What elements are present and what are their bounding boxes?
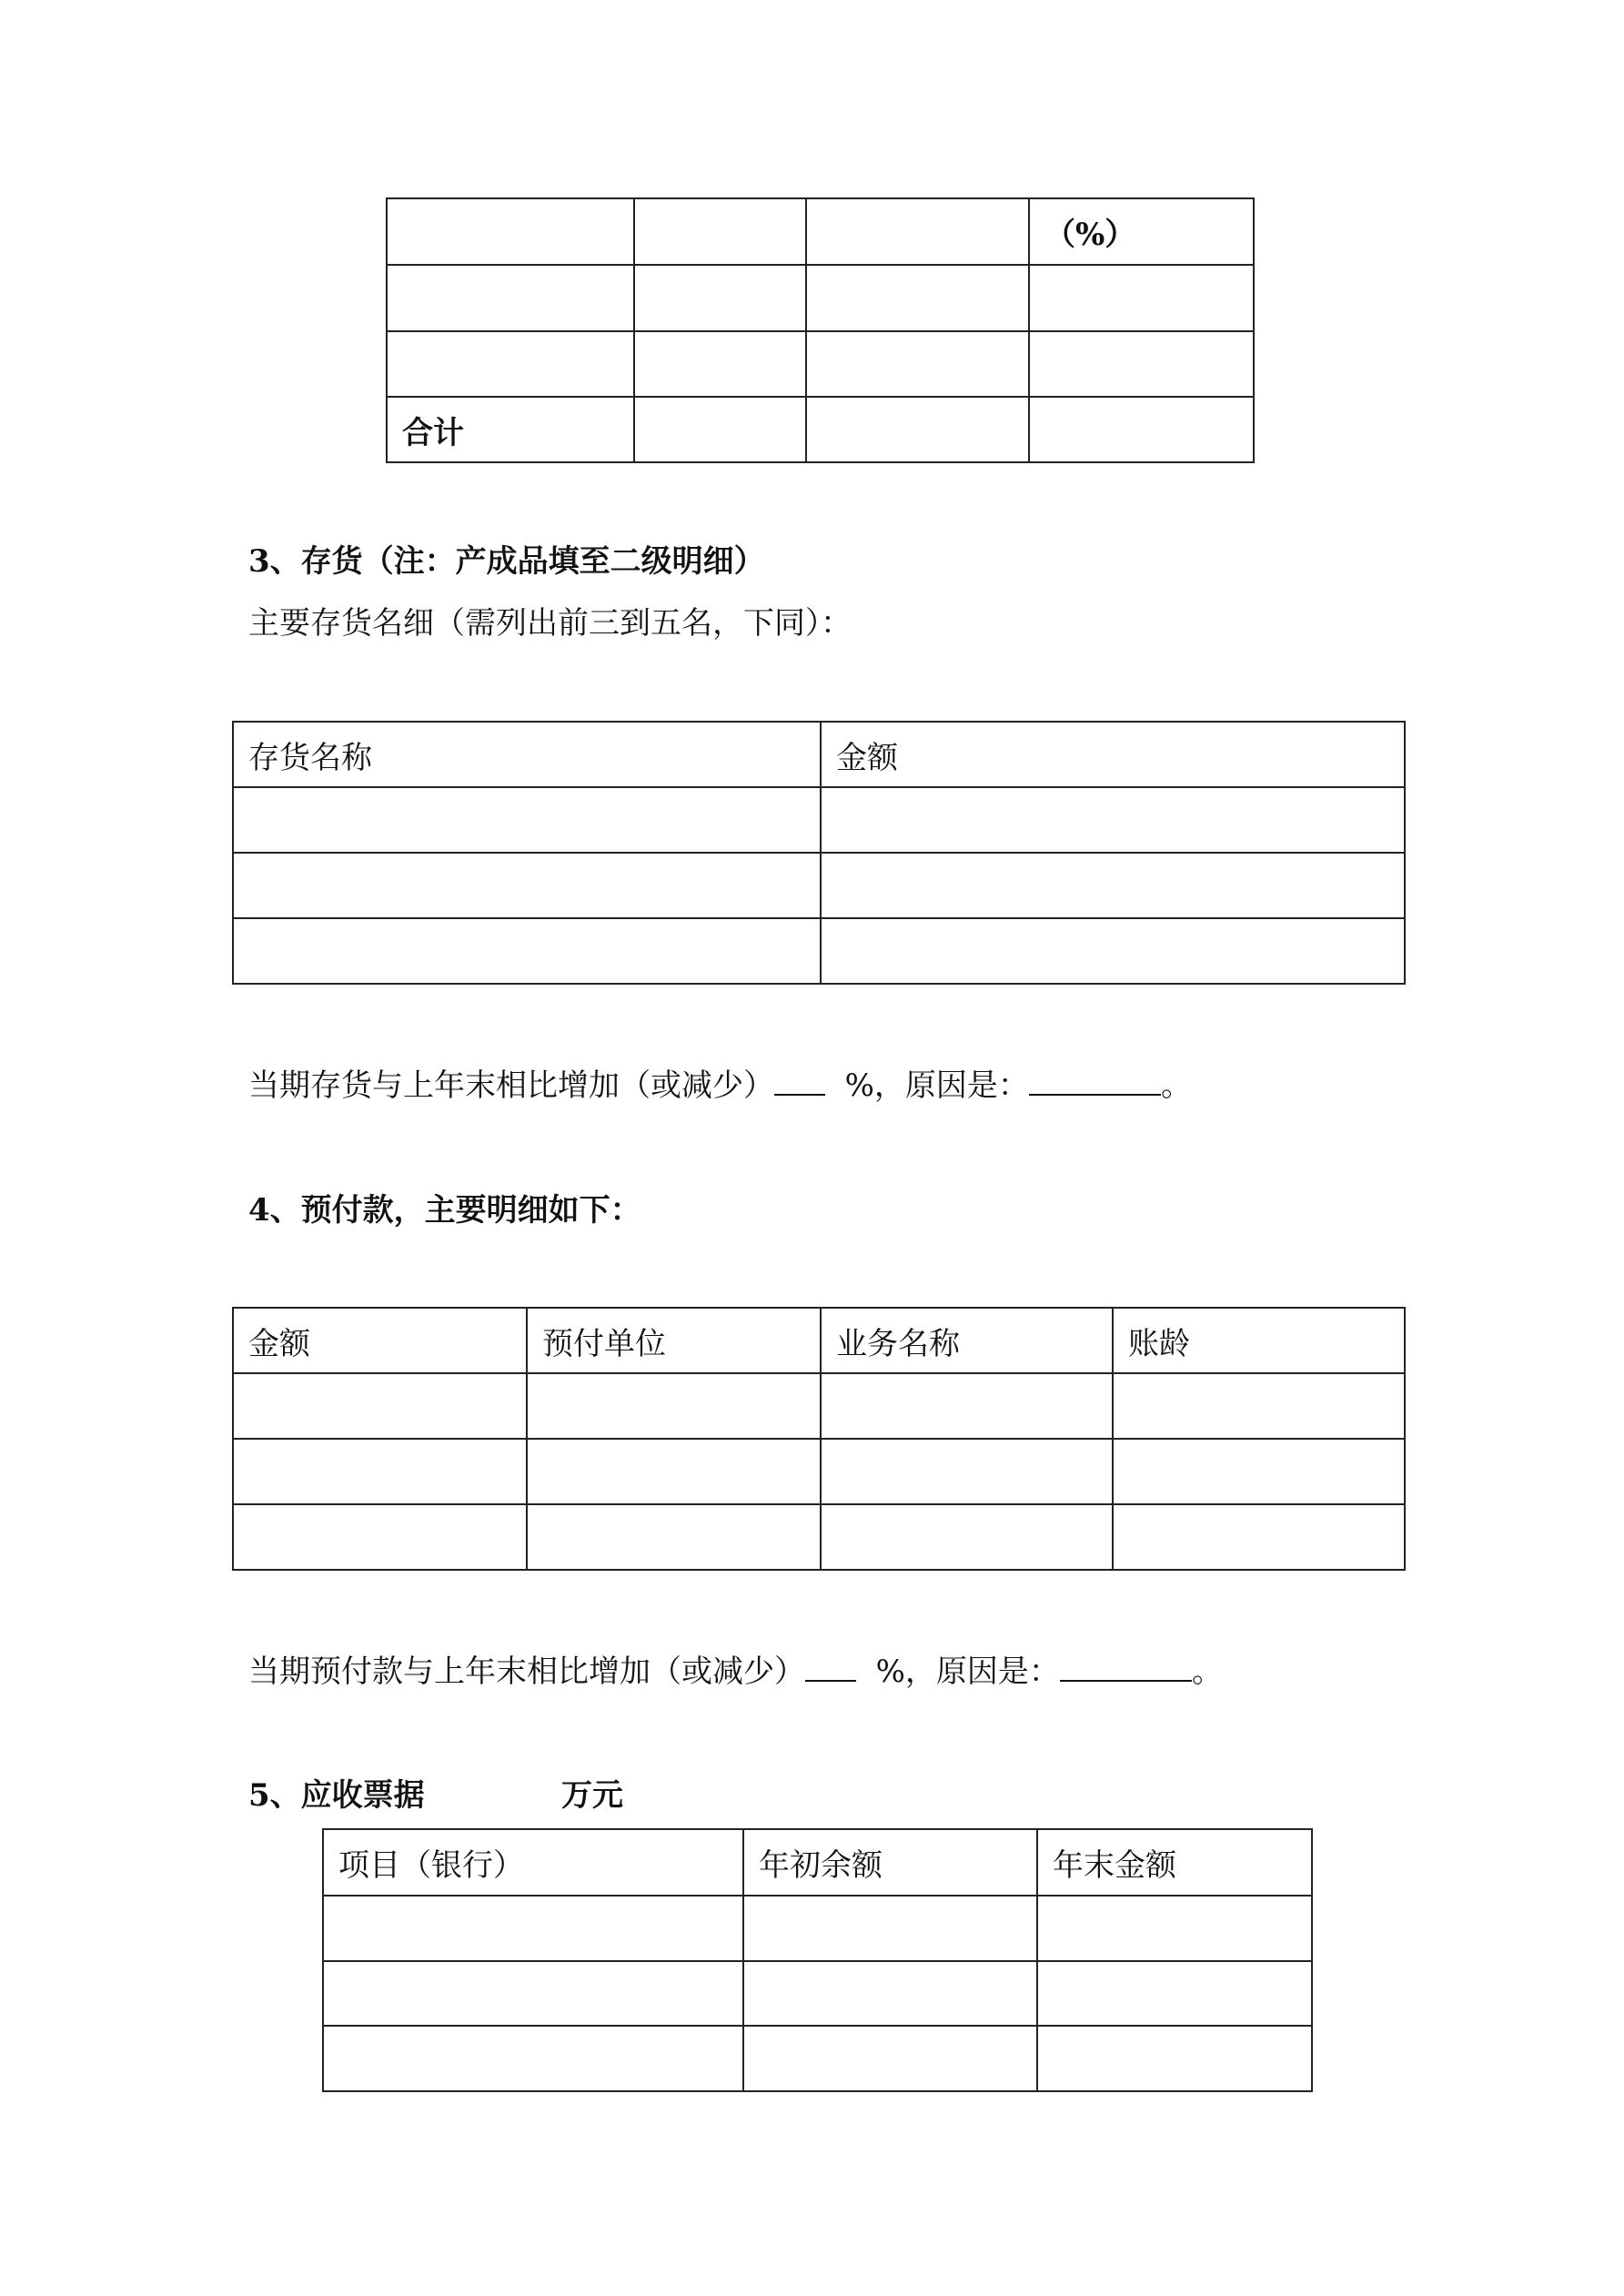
cell: [634, 397, 806, 462]
cell: [1113, 1504, 1405, 1570]
table-notes-receivable: [322, 1828, 1313, 2092]
cell: [387, 198, 634, 265]
cell: [233, 1373, 527, 1439]
cell: [1037, 2026, 1312, 2091]
cell: [743, 1961, 1037, 2026]
cell: [527, 1439, 821, 1504]
cell: [634, 198, 806, 265]
column-header: 金额: [233, 1308, 527, 1373]
cell: [233, 1439, 527, 1504]
table-header-row: [233, 722, 1405, 787]
percent-blank[interactable]: [774, 1067, 825, 1096]
table-row: [233, 853, 1405, 918]
note-text: %，原因是：: [844, 1067, 1029, 1104]
cell: [323, 1896, 743, 1961]
cell: [634, 331, 806, 397]
cell: [1029, 331, 1254, 397]
note-text: 当期存货与上年末相比增加（或减少）: [248, 1067, 774, 1104]
column-header: 项目（银行）: [323, 1829, 743, 1896]
cell: [527, 1373, 821, 1439]
column-header: 业务名称: [821, 1308, 1113, 1373]
section-5-unit: 万元: [561, 1777, 623, 1814]
cell: [821, 918, 1405, 984]
cell: [323, 1961, 743, 2026]
table-row: [323, 1896, 1312, 1961]
table-prepayment: [232, 1307, 1406, 1571]
cell: [527, 1504, 821, 1570]
cell: [323, 2026, 743, 2091]
inventory-change-note: [248, 1067, 1192, 1104]
table-row: [233, 1439, 1405, 1504]
cell: [743, 1896, 1037, 1961]
cell: [1113, 1439, 1405, 1504]
cell: [806, 198, 1029, 265]
table-row: [387, 331, 1254, 397]
column-header: 账龄: [1113, 1308, 1405, 1373]
table-row: [387, 265, 1254, 331]
cell: （%）: [1029, 198, 1254, 265]
section-3-heading: 3、存货（注：产成品填至二级明细）: [248, 543, 765, 580]
table-row: [233, 1373, 1405, 1439]
cell: [1037, 1896, 1312, 1961]
table-row: [233, 918, 1405, 984]
table-header-row: [323, 1829, 1312, 1896]
cell: [233, 787, 821, 853]
cell: [387, 265, 634, 331]
prepayment-change-note: [248, 1653, 1223, 1690]
total-label: 合计: [387, 397, 634, 462]
table-row: [387, 397, 1254, 462]
cell: [806, 265, 1029, 331]
cell: [806, 397, 1029, 462]
column-header: 预付单位: [527, 1308, 821, 1373]
column-header: 年初余额: [743, 1829, 1037, 1896]
cell: [743, 2026, 1037, 2091]
percent-blank[interactable]: [805, 1653, 856, 1682]
cell: [821, 787, 1405, 853]
cell: [1029, 265, 1254, 331]
cell: [233, 918, 821, 984]
note-text: 。: [1160, 1067, 1192, 1104]
table-header-row: [387, 198, 1254, 265]
note-text: 。: [1191, 1654, 1223, 1690]
cell: [387, 331, 634, 397]
cell: [634, 265, 806, 331]
cell: [806, 331, 1029, 397]
reason-blank[interactable]: [1029, 1067, 1161, 1096]
column-header: 年末金额: [1037, 1829, 1312, 1896]
table-row: [233, 787, 1405, 853]
table-ratio: [386, 197, 1255, 463]
cell: [821, 1504, 1113, 1570]
table-row: [323, 2026, 1312, 2091]
table-row: [233, 1504, 1405, 1570]
table-inventory: [232, 721, 1406, 985]
note-text: %，原因是：: [875, 1654, 1060, 1690]
cell: [233, 1504, 527, 1570]
cell: [1029, 397, 1254, 462]
table-row: [323, 1961, 1312, 2026]
cell: [233, 853, 821, 918]
cell: [821, 1439, 1113, 1504]
section-4-heading: 4、预付款，主要明细如下：: [248, 1192, 641, 1229]
cell: [821, 1373, 1113, 1439]
reason-blank[interactable]: [1060, 1653, 1192, 1682]
cell: [821, 853, 1405, 918]
section-3-subheading: 主要存货名细（需列出前三到五名，下同）：: [248, 605, 852, 642]
cell: [1037, 1961, 1312, 2026]
note-text: 当期预付款与上年末相比增加（或减少）: [248, 1654, 805, 1690]
column-header: 金额: [821, 722, 1405, 787]
column-header: 存货名称: [233, 722, 821, 787]
cell: [1113, 1373, 1405, 1439]
table-header-row: [233, 1308, 1405, 1373]
section-5-heading: 5、应收票据: [248, 1777, 425, 1814]
